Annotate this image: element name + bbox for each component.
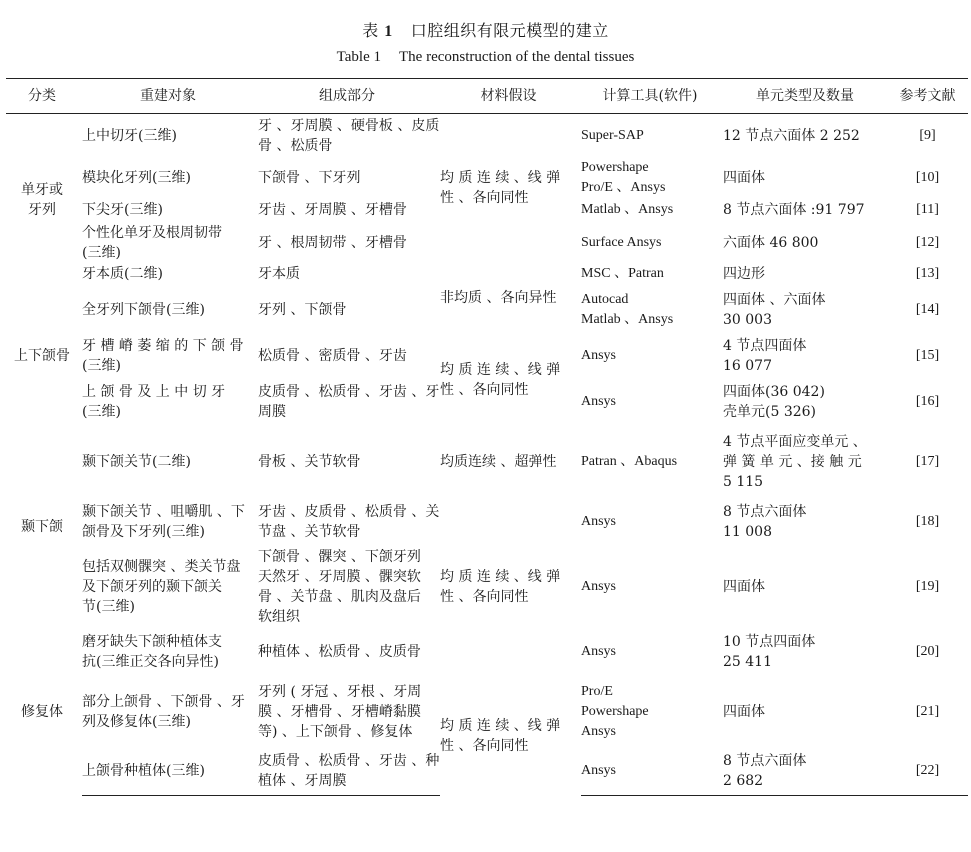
- cell-line: 四面体: [723, 169, 765, 186]
- cell-line: 均质连续 、超弹性: [440, 453, 557, 470]
- cell-line: 抗(三维正交各向异性): [82, 653, 219, 670]
- parts-cell: [258, 378, 440, 426]
- cell-line: 下尖牙(三维): [82, 202, 163, 218]
- reference-cell: [19]: [915, 578, 940, 594]
- parts-cell: [258, 546, 440, 628]
- cell-line: (三维): [82, 357, 121, 374]
- cell-line: 上颌骨种植体(三维): [82, 763, 205, 780]
- material-cell: [440, 676, 581, 796]
- cell-line: 牙本质: [258, 266, 300, 282]
- cell-line: 25 411: [723, 653, 772, 670]
- tool-cell: [581, 426, 723, 498]
- element-cell: [723, 378, 891, 426]
- cell-line: 8 节点六面体 :91 797: [723, 202, 865, 218]
- column-header: 组成部分: [258, 79, 440, 114]
- cell-line: 牙 槽 嵴 萎 缩 的 下 颌 骨: [82, 337, 244, 354]
- cell-line: Surface Ansys: [581, 234, 662, 250]
- tool-cell: [581, 223, 723, 263]
- cell-line: 全牙列下颌骨(三维): [82, 301, 205, 318]
- cell-line: 牙本质(二维): [82, 266, 163, 282]
- cell-line: Super-SAP: [581, 127, 644, 143]
- reference-cell: [15]: [915, 347, 940, 363]
- cell-line: 牙齿 、牙周膜 、牙槽骨: [258, 202, 407, 218]
- cell-line: 皮质骨 、松质骨 、牙齿 、牙: [258, 383, 440, 400]
- cell-line: 性 、各向同性: [440, 737, 529, 754]
- cell-line: 均 质 连 续 、线 弹: [440, 717, 561, 734]
- parts-cell: [258, 263, 440, 286]
- cell-line: 软组织: [258, 608, 300, 625]
- element-cell: [723, 223, 891, 263]
- cell-line: Matlab 、Ansys: [581, 311, 674, 327]
- reference-cell: [12]: [915, 234, 940, 250]
- cell-line: 10 节点四面体: [723, 633, 816, 650]
- object-cell: [82, 748, 258, 796]
- category-cell: [6, 426, 82, 628]
- cell-line: 性 、各向同性: [440, 190, 529, 207]
- cell-line: 均 质 连 续 、线 弹: [440, 361, 561, 378]
- cell-line: 4 节点四面体: [723, 337, 807, 354]
- cell-line: 下颌骨 、髁突 、下颌牙列: [258, 548, 421, 565]
- element-cell: [723, 676, 891, 748]
- cell-line: 四边形: [723, 266, 765, 282]
- cell-line: 部分上颌骨 、下颌骨 、牙: [82, 693, 245, 710]
- reconstruction-table: [6, 78, 968, 796]
- cell-line: Autocad: [581, 291, 629, 307]
- cell-line: 六面体 46 800: [723, 234, 819, 251]
- object-cell: [82, 628, 258, 676]
- cell-line: Ansys: [581, 643, 617, 659]
- cell-line: 牙 、根周韧带 、牙槽骨: [258, 234, 407, 251]
- table-caption-en: [0, 49, 971, 66]
- cell-line: 种植体 、松质骨 、皮质骨: [258, 643, 421, 660]
- object-cell: [82, 334, 258, 378]
- column-header: 材料假设: [440, 79, 581, 114]
- cell-line: 修复体: [21, 703, 63, 720]
- category-cell: [6, 286, 82, 426]
- table-row: [6, 114, 968, 158]
- table-row: [6, 426, 968, 498]
- category-cell: [6, 114, 82, 286]
- object-cell: [82, 676, 258, 748]
- cell-line: 非均质 、各向异性: [440, 290, 557, 306]
- reference-cell: [10]: [915, 169, 940, 185]
- cell-line: 牙列: [28, 201, 56, 218]
- object-cell: [82, 286, 258, 334]
- table-header-row: [6, 79, 968, 114]
- cell-line: 性 、各向同性: [440, 588, 529, 605]
- table-row: [6, 263, 968, 286]
- cell-line: 均 质 连 续 、线 弹: [440, 170, 561, 187]
- cell-line: 四面体: [723, 703, 765, 720]
- reference-cell: [9]: [919, 127, 936, 143]
- cell-line: 颞下颌关节 、咀嚼肌 、下: [82, 503, 245, 520]
- parts-cell: [258, 676, 440, 748]
- cell-line: Ansys: [581, 578, 617, 594]
- object-cell: [82, 546, 258, 628]
- cell-line: 节(三维): [82, 598, 135, 615]
- cell-line: Ansys: [581, 393, 617, 409]
- column-header: 分类: [6, 79, 82, 114]
- element-cell: [723, 334, 891, 378]
- reference-cell: [11]: [916, 202, 939, 217]
- cell-line: 壳单元(5 326): [723, 403, 817, 420]
- cell-line: MSC 、Patran: [581, 266, 664, 281]
- cell-line: 30 003: [723, 311, 772, 328]
- cell-line: 四面体(36 042): [723, 383, 825, 400]
- category-cell: [6, 628, 82, 796]
- parts-cell: [258, 628, 440, 676]
- column-header: 重建对象: [82, 79, 258, 114]
- caption-cn-title: 口腔组织有限元模型的建立: [410, 21, 609, 40]
- caption-cn-number: 1: [384, 23, 393, 40]
- parts-cell: [258, 334, 440, 378]
- reference-cell: [22]: [891, 748, 968, 796]
- table-row: [6, 676, 968, 748]
- cell-line: 均 质 连 续 、线 弹: [440, 568, 561, 585]
- cell-line: 等) 、上下颌骨 、修复体: [258, 723, 413, 740]
- caption-cn-label: 表: [362, 21, 379, 40]
- material-cell: [440, 426, 581, 498]
- cell-line: Patran 、Abaqus: [581, 453, 678, 469]
- element-cell: [723, 198, 891, 223]
- material-cell: [440, 498, 581, 676]
- table-caption-cn: [0, 18, 971, 41]
- tool-cell: [581, 498, 723, 546]
- element-cell: [723, 748, 891, 796]
- cell-line: Powershape: [581, 703, 649, 719]
- cell-line: 16 077: [723, 357, 772, 374]
- reference-cell: [20]: [915, 643, 940, 659]
- cell-line: 11 008: [723, 523, 772, 540]
- tool-cell: [581, 198, 723, 223]
- reference-cell: [16]: [915, 393, 940, 409]
- caption-en-label: Table 1: [336, 49, 381, 65]
- object-cell: [82, 498, 258, 546]
- cell-line: 8 节点六面体: [723, 503, 807, 520]
- element-cell: [723, 546, 891, 628]
- caption-en-title: The reconstruction of the dental tissues: [399, 49, 635, 65]
- reference-cell: [18]: [915, 513, 940, 529]
- element-cell: [723, 114, 891, 158]
- column-header: 参考文献: [891, 79, 968, 114]
- cell-line: 弹 簧 单 元 、接 触 元: [723, 453, 862, 470]
- parts-cell: [258, 198, 440, 223]
- column-header: 单元类型及数量: [723, 79, 891, 114]
- parts-cell: [258, 426, 440, 498]
- cell-line: 周膜: [258, 403, 286, 420]
- cell-line: 牙 、牙周膜 、硬骨板 、皮质: [258, 117, 440, 134]
- cell-line: 节盘 、关节软骨: [258, 523, 361, 540]
- object-cell: [82, 426, 258, 498]
- table-row: [6, 334, 968, 378]
- cell-line: Powershape: [581, 159, 649, 175]
- cell-line: 上下颌骨: [14, 347, 70, 364]
- cell-line: 骨 、松质骨: [258, 137, 333, 154]
- material-cell: [440, 263, 581, 334]
- object-cell: [82, 158, 258, 198]
- tool-cell: [581, 546, 723, 628]
- cell-line: 四面体: [723, 578, 765, 595]
- cell-line: 四面体 、六面体: [723, 291, 826, 308]
- material-cell: [440, 334, 581, 426]
- cell-line: 颞下颌: [21, 518, 63, 535]
- cell-line: Pro/E 、Ansys: [581, 179, 666, 195]
- cell-line: 模块化牙列(三维): [82, 169, 191, 186]
- tool-cell: [581, 114, 723, 158]
- cell-line: (三维): [82, 244, 121, 261]
- cell-line: 骨 、关节盘 、肌肉及盘后: [258, 588, 421, 605]
- tool-cell: [581, 286, 723, 334]
- cell-line: 松质骨 、密质骨 、牙齿: [258, 347, 407, 364]
- cell-line: 牙齿 、皮质骨 、松质骨 、关: [258, 503, 440, 520]
- table-body: [6, 114, 968, 796]
- cell-line: 12 节点六面体 2 252: [723, 127, 860, 144]
- cell-line: 膜 、牙槽骨 、牙槽嵴黏膜: [258, 703, 421, 720]
- cell-line: 包括双侧髁突 、类关节盘: [82, 558, 241, 575]
- parts-cell: [258, 158, 440, 198]
- parts-cell: [258, 748, 440, 796]
- element-cell: [723, 286, 891, 334]
- cell-line: 牙列 ( 牙冠 、牙根 、牙周: [258, 683, 422, 700]
- parts-cell: [258, 286, 440, 334]
- parts-cell: [258, 498, 440, 546]
- cell-line: 植体 、牙周膜: [258, 773, 347, 790]
- cell-line: (三维): [82, 403, 121, 420]
- tool-cell: [581, 748, 723, 796]
- cell-line: Ansys: [581, 723, 617, 739]
- cell-line: 天然牙 、牙周膜 、髁突软: [258, 568, 421, 585]
- parts-cell: [258, 223, 440, 263]
- cell-line: 个性化单牙及根周韧带: [82, 224, 222, 241]
- cell-line: 颞下颌关节(二维): [82, 453, 191, 470]
- cell-line: Ansys: [581, 763, 617, 779]
- object-cell: [82, 223, 258, 263]
- element-cell: [723, 263, 891, 286]
- cell-line: 牙列 、下颌骨: [258, 301, 347, 318]
- reference-cell: [17]: [915, 453, 940, 469]
- tool-cell: [581, 628, 723, 676]
- cell-line: Ansys: [581, 347, 617, 363]
- cell-line: 单牙或: [21, 181, 63, 198]
- cell-line: 骨板 、关节软骨: [258, 453, 361, 470]
- cell-line: 磨牙缺失下颌种植体支: [82, 633, 222, 650]
- tool-cell: [581, 378, 723, 426]
- cell-line: Matlab 、Ansys: [581, 202, 674, 217]
- cell-line: 4 节点平面应变单元 、: [723, 433, 867, 450]
- column-header: 计算工具(软件): [581, 79, 723, 114]
- element-cell: [723, 498, 891, 546]
- cell-line: 性 、各向同性: [440, 381, 529, 398]
- cell-line: 列及修复体(三维): [82, 713, 191, 730]
- cell-line: 8 节点六面体: [723, 753, 807, 770]
- object-cell: [82, 114, 258, 158]
- element-cell: [723, 426, 891, 498]
- cell-line: 颌骨及下牙列(三维): [82, 523, 205, 540]
- material-cell: [440, 114, 581, 263]
- reference-cell: [13]: [915, 266, 940, 281]
- cell-line: 2 682: [723, 773, 764, 790]
- cell-line: Pro/E: [581, 683, 613, 699]
- cell-line: 5 115: [723, 473, 764, 490]
- tool-cell: [581, 158, 723, 198]
- cell-line: 皮质骨 、松质骨 、牙齿 、种: [258, 753, 440, 770]
- tool-cell: [581, 263, 723, 286]
- element-cell: [723, 628, 891, 676]
- reference-cell: [21]: [915, 703, 940, 719]
- tool-cell: [581, 676, 723, 748]
- element-cell: [723, 158, 891, 198]
- parts-cell: [258, 114, 440, 158]
- cell-line: Ansys: [581, 513, 617, 529]
- object-cell: [82, 263, 258, 286]
- cell-line: 下颌骨 、下牙列: [258, 169, 361, 186]
- cell-line: 上 颌 骨 及 上 中 切 牙: [82, 383, 226, 400]
- table-row: [6, 498, 968, 546]
- cell-line: 及下颌牙列的颞下颌关: [82, 578, 222, 595]
- object-cell: [82, 198, 258, 223]
- object-cell: [82, 378, 258, 426]
- cell-line: 上中切牙(三维): [82, 127, 177, 144]
- tool-cell: [581, 334, 723, 378]
- reference-cell: [14]: [915, 301, 940, 317]
